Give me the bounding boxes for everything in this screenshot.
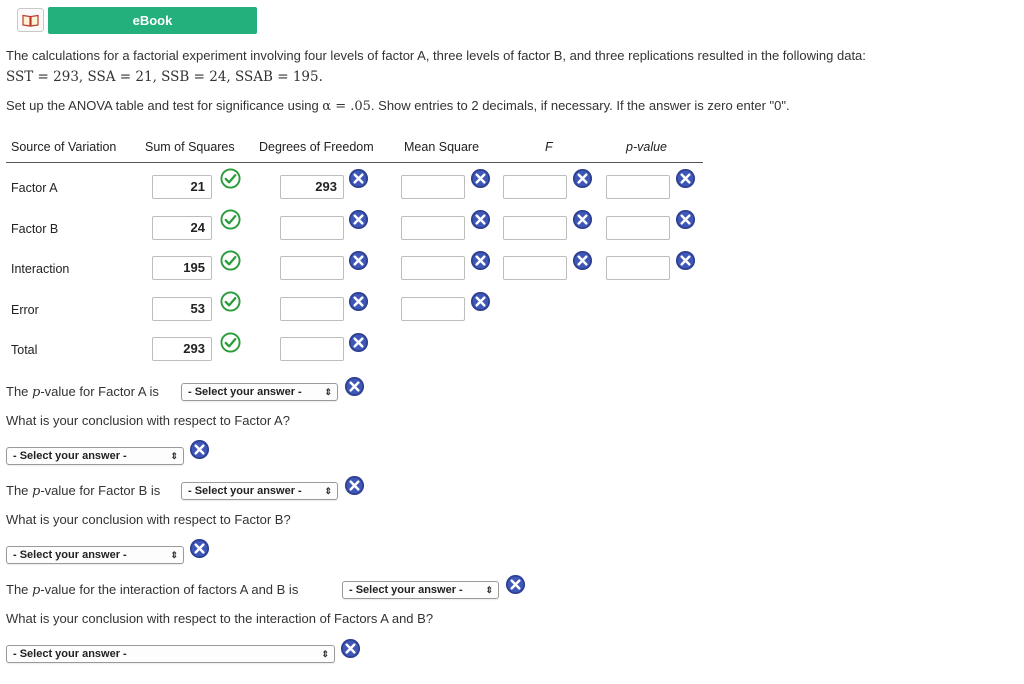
wrong-icon bbox=[505, 574, 526, 595]
select-conclusion-interaction[interactable] bbox=[6, 645, 335, 663]
ss-input-error[interactable]: 53 bbox=[152, 297, 212, 321]
select-placeholder: - Select your answer - bbox=[188, 485, 302, 497]
p-input-factor-a[interactable] bbox=[606, 175, 670, 199]
question-text-post: -value for Factor B is bbox=[40, 483, 161, 498]
select-placeholder: - Select your answer - bbox=[188, 386, 302, 398]
ms-input-factor-a[interactable] bbox=[401, 175, 465, 199]
wrong-icon bbox=[675, 209, 696, 230]
updown-arrow-icon: ⇕ bbox=[324, 486, 332, 496]
wrong-icon bbox=[470, 209, 491, 230]
df-input-factor-b[interactable] bbox=[280, 216, 344, 240]
row-label-interaction: Interaction bbox=[11, 262, 70, 276]
df-input-interaction[interactable] bbox=[280, 256, 344, 280]
wrong-icon bbox=[470, 168, 491, 189]
header-p-value: p-value bbox=[626, 140, 667, 154]
select-placeholder: - Select your answer - bbox=[349, 584, 463, 596]
question-pvalue-interaction bbox=[6, 582, 298, 598]
header-divider bbox=[6, 162, 703, 163]
select-placeholder: - Select your answer - bbox=[13, 450, 127, 462]
wrong-icon bbox=[470, 250, 491, 271]
ss-input-factor-b[interactable]: 24 bbox=[152, 216, 212, 240]
f-input-interaction[interactable] bbox=[503, 256, 567, 280]
check-icon bbox=[220, 209, 241, 230]
header-f: F bbox=[545, 140, 553, 154]
select-pvalue-factor-a[interactable] bbox=[181, 383, 338, 401]
p-symbol: p bbox=[32, 583, 41, 598]
f-input-factor-a[interactable] bbox=[503, 175, 567, 199]
check-icon bbox=[220, 250, 241, 271]
ms-input-interaction[interactable] bbox=[401, 256, 465, 280]
instructions-post: . Show entries to 2 decimals, if necessary. If the answer is zero enter "0". bbox=[370, 98, 790, 113]
row-label-factor-a: Factor A bbox=[11, 181, 58, 195]
wrong-icon bbox=[344, 475, 365, 496]
ms-input-error[interactable] bbox=[401, 297, 465, 321]
instructions bbox=[6, 98, 790, 114]
select-conclusion-factor-a[interactable] bbox=[6, 447, 184, 465]
select-placeholder: - Select your answer - bbox=[13, 648, 127, 660]
updown-arrow-icon: ⇕ bbox=[321, 649, 329, 659]
wrong-icon bbox=[340, 638, 361, 659]
df-input-factor-a[interactable]: 293 bbox=[280, 175, 344, 199]
updown-arrow-icon: ⇕ bbox=[485, 585, 493, 595]
updown-arrow-icon: ⇕ bbox=[324, 387, 332, 397]
check-icon bbox=[220, 168, 241, 189]
ss-input-factor-a[interactable]: 21 bbox=[152, 175, 212, 199]
header-degrees-of-freedom: Degrees of Freedom bbox=[259, 140, 374, 154]
df-input-total[interactable] bbox=[280, 337, 344, 361]
select-conclusion-factor-b[interactable] bbox=[6, 546, 184, 564]
wrong-icon bbox=[675, 168, 696, 189]
p-symbol: p bbox=[32, 484, 41, 499]
question-conclusion-factor-b: What is your conclusion with respect to Factor B? bbox=[6, 512, 291, 527]
question-conclusion-interaction: What is your conclusion with respect to the interaction of Factors A and B? bbox=[6, 611, 434, 626]
ss-input-total[interactable]: 293 bbox=[152, 337, 212, 361]
updown-arrow-icon: ⇕ bbox=[170, 550, 178, 560]
p-symbol: p bbox=[32, 385, 41, 400]
select-placeholder: - Select your answer - bbox=[13, 549, 127, 561]
question-text-pre: The bbox=[6, 384, 33, 399]
df-input-error[interactable] bbox=[280, 297, 344, 321]
problem-statement: The calculations for a factorial experiment involving four levels of factor A, three levels of factor B, and three replications resulted in the following data: bbox=[6, 48, 866, 63]
f-input-factor-b[interactable] bbox=[503, 216, 567, 240]
select-pvalue-factor-b[interactable] bbox=[181, 482, 338, 500]
alpha-value: α = .05 bbox=[322, 99, 371, 114]
ms-input-factor-b[interactable] bbox=[401, 216, 465, 240]
wrong-icon bbox=[189, 439, 210, 460]
wrong-icon bbox=[572, 168, 593, 189]
p-input-factor-b[interactable] bbox=[606, 216, 670, 240]
question-text-post: -value for Factor A is bbox=[40, 384, 159, 399]
wrong-icon bbox=[348, 168, 369, 189]
wrong-icon bbox=[348, 250, 369, 271]
wrong-icon bbox=[572, 209, 593, 230]
ss-input-interaction[interactable]: 195 bbox=[152, 256, 212, 280]
wrong-icon bbox=[348, 291, 369, 312]
header-sum-of-squares: Sum of Squares bbox=[145, 140, 235, 154]
wrong-icon bbox=[572, 250, 593, 271]
select-pvalue-interaction[interactable] bbox=[342, 581, 499, 599]
question-text-post: -value for the interaction of factors A and B is bbox=[40, 582, 299, 597]
wrong-icon bbox=[675, 250, 696, 271]
row-label-factor-b: Factor B bbox=[11, 222, 59, 236]
ebook-button[interactable]: eBook bbox=[48, 7, 257, 34]
wrong-icon bbox=[348, 209, 369, 230]
wrong-icon bbox=[470, 291, 491, 312]
row-label-error: Error bbox=[11, 303, 39, 317]
check-icon bbox=[220, 291, 241, 312]
question-pvalue-factor-a bbox=[6, 384, 159, 400]
wrong-icon bbox=[344, 376, 365, 397]
question-text-pre: The bbox=[6, 582, 33, 597]
wrong-icon bbox=[189, 538, 210, 559]
wrong-icon bbox=[348, 332, 369, 353]
question-text-pre: The bbox=[6, 483, 33, 498]
header-mean-square: Mean Square bbox=[404, 140, 480, 154]
instructions-pre: Set up the ANOVA table and test for significance using bbox=[6, 98, 323, 113]
question-pvalue-factor-b bbox=[6, 483, 160, 499]
p-input-interaction[interactable] bbox=[606, 256, 670, 280]
question-conclusion-factor-a: What is your conclusion with respect to Factor A? bbox=[6, 413, 290, 428]
header-source: Source of Variation bbox=[11, 140, 117, 154]
updown-arrow-icon: ⇕ bbox=[170, 451, 178, 461]
row-label-total: Total bbox=[11, 343, 38, 357]
problem-data: SST = 293, SSA = 21, SSB = 24, SSAB = 195. bbox=[6, 69, 323, 85]
ebook-book-icon[interactable] bbox=[17, 8, 44, 32]
check-icon bbox=[220, 332, 241, 353]
